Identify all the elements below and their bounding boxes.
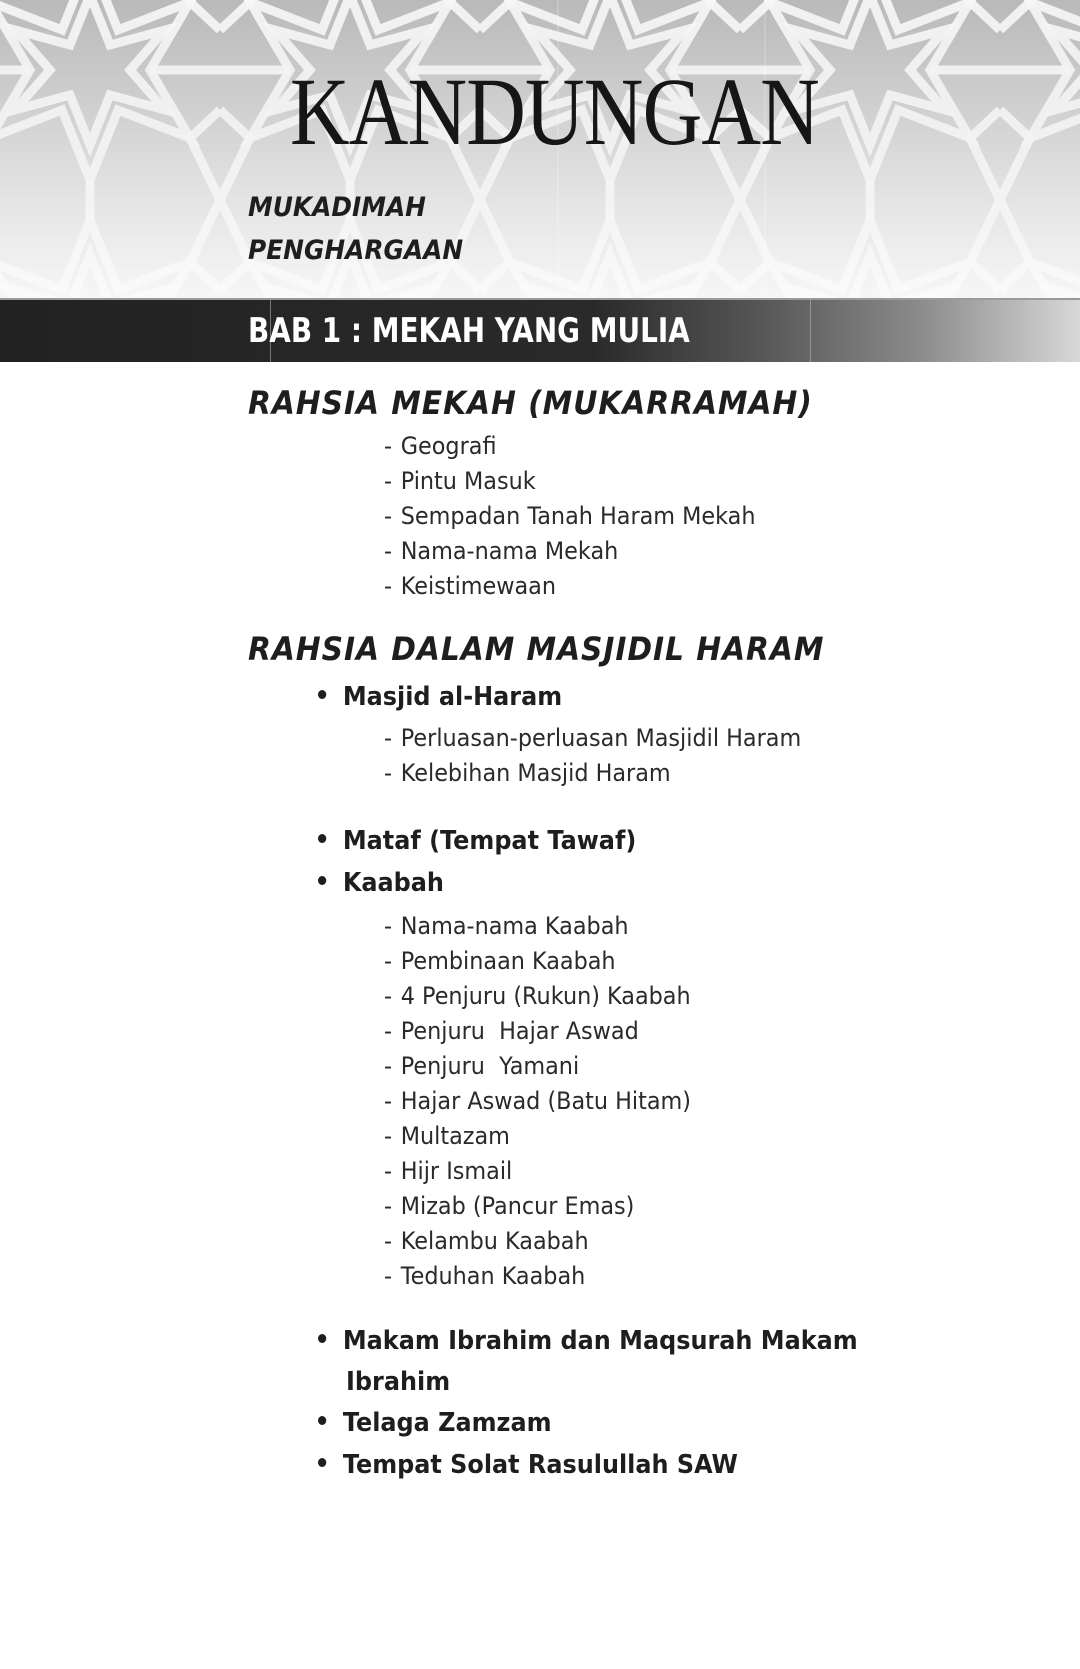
toc-subitem[interactable]: - Penjuru Hajar Aswad [384, 1017, 639, 1045]
section-heading-rahsia-mekah[interactable]: RAHSIA MEKAH (MUKARRAMAH) [248, 384, 813, 422]
page-title-text: KANDUNGAN [290, 58, 819, 165]
toc-item-mukadimah[interactable]: MUKADIMAH [248, 192, 426, 223]
toc-subitem[interactable]: - Pintu Masuk [384, 467, 536, 495]
dash-icon: - [384, 982, 393, 1010]
toc-subitem[interactable]: - Nama-nama Mekah [384, 537, 619, 565]
bullet-icon [318, 1416, 326, 1425]
chapter-banner [0, 298, 1080, 362]
chapter-title[interactable]: BAB 1 : MEKAH YANG MULIA [248, 311, 690, 351]
bullet-icon [318, 876, 326, 885]
dash-icon: - [384, 724, 393, 752]
toc-subitem[interactable]: - Multazam [384, 1122, 510, 1150]
toc-subitem[interactable]: - Kelebihan Masjid Haram [384, 759, 671, 787]
toc-topic[interactable]: Mataf (Tempat Tawaf) [318, 826, 636, 856]
toc-subitem[interactable]: - Hijr Ismail [384, 1157, 513, 1185]
toc-subitem[interactable]: - Teduhan Kaabah [384, 1262, 586, 1290]
toc-topic[interactable]: Telaga Zamzam [318, 1408, 552, 1438]
toc-topic[interactable]: Tempat Solat Rasulullah SAW [318, 1450, 738, 1480]
dash-icon: - [384, 1262, 393, 1290]
dash-icon: - [384, 1052, 393, 1080]
bullet-icon [318, 1334, 326, 1343]
dash-icon: - [384, 1087, 393, 1115]
toc-subitem[interactable]: - 4 Penjuru (Rukun) Kaabah [384, 982, 691, 1010]
toc-subitem[interactable]: - Perluasan-perluasan Masjidil Haram [384, 724, 802, 752]
dash-icon: - [384, 1157, 393, 1185]
bullet-icon [318, 1458, 326, 1467]
dash-icon: - [384, 1192, 393, 1220]
toc-subitem[interactable]: - Nama-nama Kaabah [384, 912, 629, 940]
dash-icon: - [384, 1227, 393, 1255]
toc-subitem[interactable]: - Sempadan Tanah Haram Mekah [384, 502, 756, 530]
toc-subitem[interactable]: - Mizab (Pancur Emas) [384, 1192, 635, 1220]
dash-icon: - [384, 502, 393, 530]
dash-icon: - [384, 572, 393, 600]
section-heading-masjidil-haram[interactable]: RAHSIA DALAM MASJIDIL HARAM [248, 630, 825, 668]
dash-icon: - [384, 912, 393, 940]
bullet-icon [318, 690, 326, 699]
bullet-icon [318, 834, 326, 843]
toc-subitem[interactable]: - Geografi [384, 432, 497, 460]
dash-icon: - [384, 1017, 393, 1045]
toc-subitem[interactable]: - Penjuru Yamani [384, 1052, 580, 1080]
toc-topic[interactable]: Makam Ibrahim dan Maqsurah Makam [318, 1326, 858, 1356]
dash-icon: - [384, 432, 393, 460]
page-title [290, 58, 830, 165]
dash-icon: - [384, 467, 393, 495]
toc-topic-continuation[interactable]: Ibrahim [346, 1367, 451, 1397]
toc-subitem[interactable]: - Keistimewaan [384, 572, 557, 600]
toc-topic[interactable]: Masjid al-Haram [318, 682, 562, 712]
toc-subitem[interactable]: - Kelambu Kaabah [384, 1227, 589, 1255]
dash-icon: - [384, 759, 393, 787]
toc-subitem[interactable]: - Pembinaan Kaabah [384, 947, 616, 975]
toc-item-penghargaan[interactable]: PENGHARGAAN [248, 235, 464, 266]
dash-icon: - [384, 947, 393, 975]
toc-topic[interactable]: Kaabah [318, 868, 444, 898]
dash-icon: - [384, 1122, 393, 1150]
toc-subitem[interactable]: - Hajar Aswad (Batu Hitam) [384, 1087, 692, 1115]
banner-divider [810, 300, 811, 362]
dash-icon: - [384, 537, 393, 565]
